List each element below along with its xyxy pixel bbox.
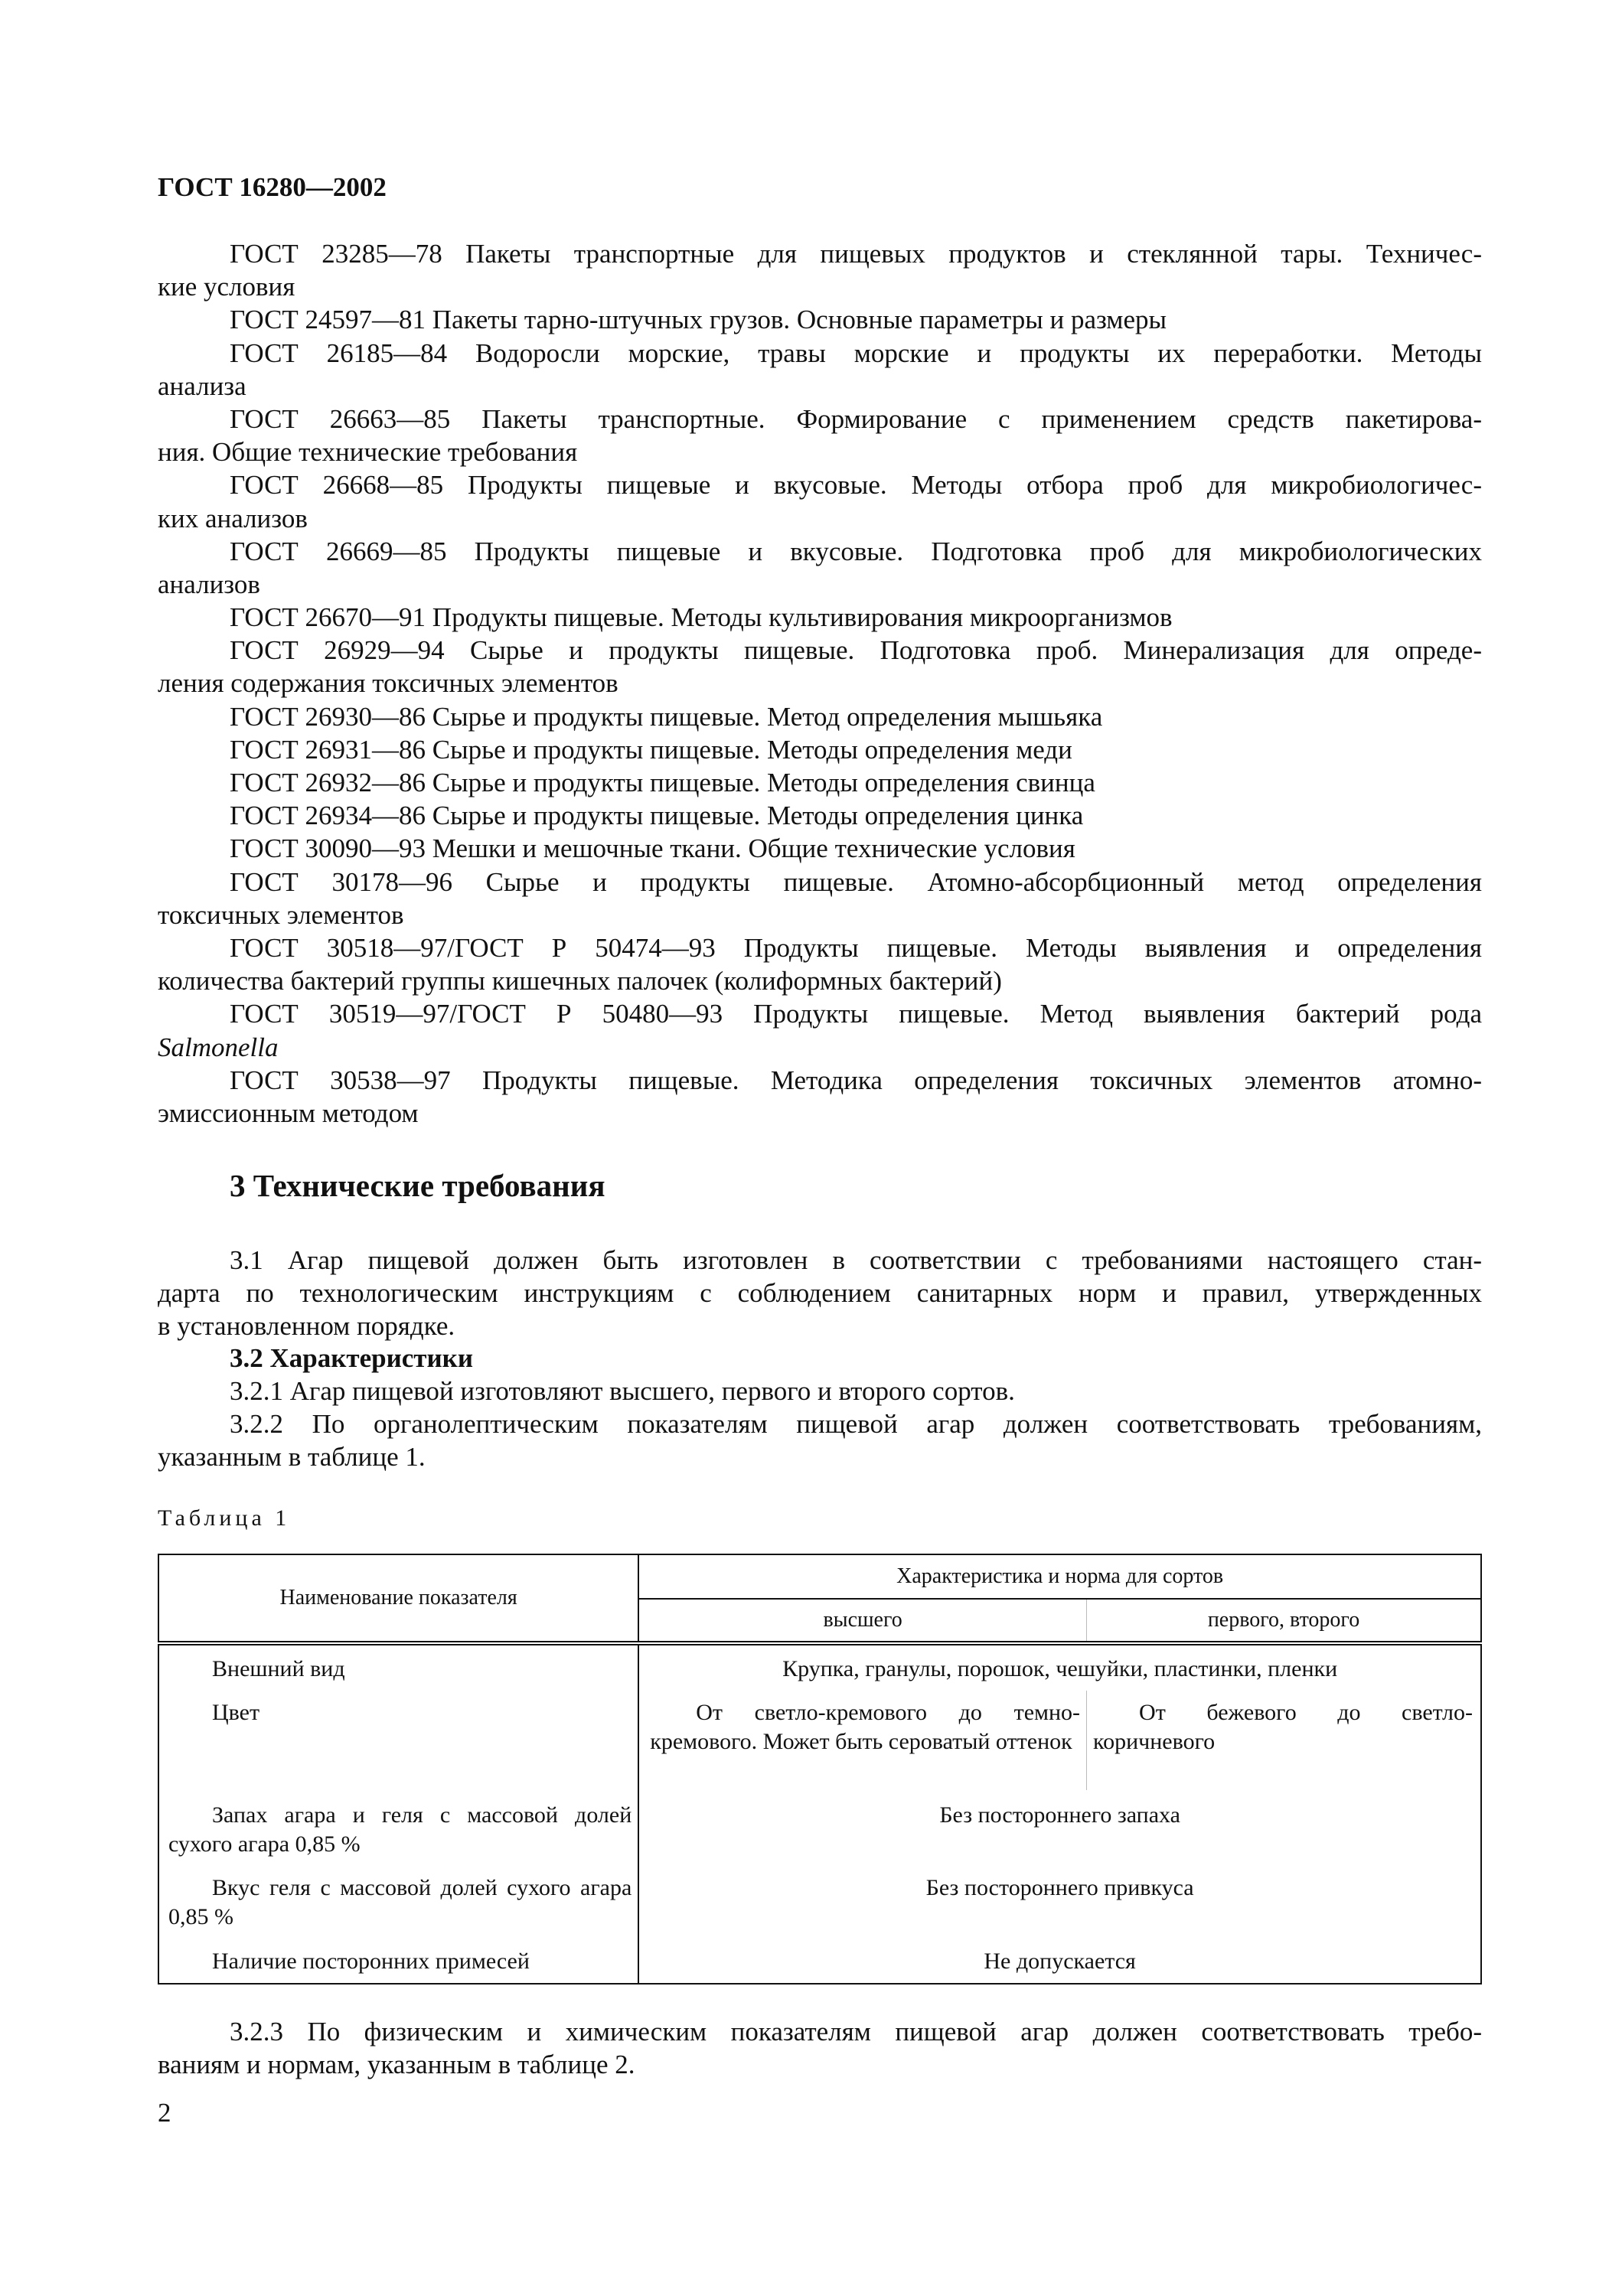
header-grade-other: первого, второго xyxy=(1087,1599,1481,1643)
reference-line: токсичных элементов xyxy=(158,899,404,930)
row-value: Не допускается xyxy=(638,1938,1481,1984)
header-grade-high: высшего xyxy=(638,1599,1086,1643)
normative-references-list xyxy=(158,237,1482,1130)
reference-line: ГОСТ 26934—86 Сырье и продукты пищевые. Методы определения цинка xyxy=(230,801,1084,831)
page-number: 2 xyxy=(158,2098,171,2128)
reference-line: количества бактерий группы кишечных палочек (колиформных бактерий) xyxy=(158,966,1002,996)
table-row xyxy=(158,1938,1481,1984)
reference-line: ГОСТ 26669—85 Продукты пищевые и вкусовые. Подготовка проб для микробиологических xyxy=(230,536,1482,566)
table-1 xyxy=(158,1554,1482,1985)
reference-line: ГОСТ 30518—97/ГОСТ Р 50474—93 Продукты пищевые. Методы выявления и определения xyxy=(230,932,1482,963)
header-name-column: Наименование показателя xyxy=(158,1554,638,1643)
document-header: ГОСТ 16280—2002 xyxy=(158,172,387,202)
header-grade-group: Характеристика и норма для сортов xyxy=(638,1554,1481,1599)
reference-line: анализа xyxy=(158,370,246,401)
reference-line: ГОСТ 26929—94 Сырье и продукты пищевые. Подготовка проб. Минерализация для опреде- xyxy=(230,635,1482,666)
reference-line: ГОСТ 26932—86 Сырье и продукты пищевые. Методы определения свинца xyxy=(230,768,1095,797)
reference-line: ГОСТ 26185—84 Водоросли морские, травы морские и продукты их переработки. Методы xyxy=(230,338,1482,368)
table-row xyxy=(158,1691,1481,1790)
table-row xyxy=(158,1643,1481,1691)
row-value-high: От светло-кремового до темно-кремового. Может быть сероватый оттенок xyxy=(638,1691,1086,1790)
paragraph-line: в установленном порядке. xyxy=(158,1310,455,1341)
reference-line: ГОСТ 26668—85 Продукты пищевые и вкусовые. Методы отбора проб для микробиологичес- xyxy=(230,470,1482,501)
row-value: Без постороннего запаха xyxy=(638,1790,1481,1863)
paragraph-line: ваниям и нормам, указанным в таблице 2. xyxy=(158,2050,635,2080)
reference-line: ГОСТ 26931—86 Сырье и продукты пищевые. Методы определения меди xyxy=(230,734,1072,765)
table-row xyxy=(158,1790,1481,1863)
reference-line: ГОСТ 23285—78 Пакеты транспортные для пищевых продуктов и стеклянной тары. Техничес- xyxy=(230,239,1482,269)
row-name: Вкус геля с массовой долей сухого агара 0,85 % xyxy=(158,1863,638,1938)
row-value: Без постороннего привкуса xyxy=(638,1863,1481,1938)
row-name: Внешний вид xyxy=(158,1643,638,1691)
row-value: Крупка, гранулы, порошок, чешуйки, пластинки, пленки xyxy=(638,1643,1481,1691)
paragraph-line: указанным в таблице 1. xyxy=(158,1441,426,1472)
reference-line: ния. Общие технические требования xyxy=(158,437,578,468)
row-value-other: От бежевого до светло-коричневого xyxy=(1087,1691,1481,1790)
reference-line: ГОСТ 30538—97 Продукты пищевые. Методика определения токсичных элементов атомно- xyxy=(230,1065,1482,1095)
paragraph-3-2-3 xyxy=(158,2015,1482,2081)
reference-line: ГОСТ 24597—81 Пакеты тарно-штучных грузов. Основные параметры и размеры xyxy=(230,305,1167,335)
reference-line: ГОСТ 30090—93 Мешки и мешочные ткани. Общие технические условия xyxy=(230,833,1075,864)
reference-line: ГОСТ 26670—91 Продукты пищевые. Методы культивирования микроорганизмов xyxy=(230,602,1173,633)
row-name: Запах агара и геля с массовой долей сухого агара 0,85 % xyxy=(158,1790,638,1863)
paragraph-line: 3.2 Характеристики xyxy=(230,1343,473,1374)
reference-line: ких анализов xyxy=(158,503,308,533)
table-row xyxy=(158,1863,1481,1938)
reference-line: Salmonella xyxy=(158,1032,279,1062)
section-heading: 3 Технические требования xyxy=(230,1168,605,1203)
table-caption: Таблица 1 xyxy=(158,1505,291,1531)
paragraph-line: 3.2.1 Агар пищевой изготовляют высшего, первого и второго сортов. xyxy=(230,1376,1015,1407)
reference-line: ГОСТ 30519—97/ГОСТ Р 50480—93 Продукты пищевые. Метод выявления бактерий рода xyxy=(230,999,1482,1029)
reference-line: ГОСТ 26663—85 Пакеты транспортные. Формирование с применением средств пакетирова- xyxy=(230,403,1482,434)
reference-line: эмиссионным методом xyxy=(158,1097,419,1128)
reference-line: анализов xyxy=(158,569,260,599)
row-name: Цвет xyxy=(158,1691,638,1790)
reference-line: ГОСТ 26930—86 Сырье и продукты пищевые. Метод определения мышьяка xyxy=(230,701,1103,732)
section-3-body xyxy=(158,1244,1482,1474)
paragraph-line: 3.1 Агар пищевой должен быть изготовлен в соответствии с требованиями настоящего стан- xyxy=(230,1245,1482,1275)
paragraph-line: 3.2.2 По органолептическим показателям пищевой агар должен соответствовать требованиям, xyxy=(230,1408,1482,1439)
paragraph-line: 3.2.3 По физическим и химическим показателям пищевой агар должен соответствовать требо- xyxy=(230,2017,1482,2047)
paragraph-line: дарта по технологическим инструкциям с соблюдением санитарных норм и правил, утвержденных xyxy=(158,1277,1482,1308)
reference-line: ГОСТ 30178—96 Сырье и продукты пищевые. Атомно-абсорбционный метод определения xyxy=(230,866,1482,897)
reference-line: ления содержания токсичных элементов xyxy=(158,668,618,699)
row-name: Наличие посторонних примесей xyxy=(158,1938,638,1984)
reference-line: кие условия xyxy=(158,272,295,302)
